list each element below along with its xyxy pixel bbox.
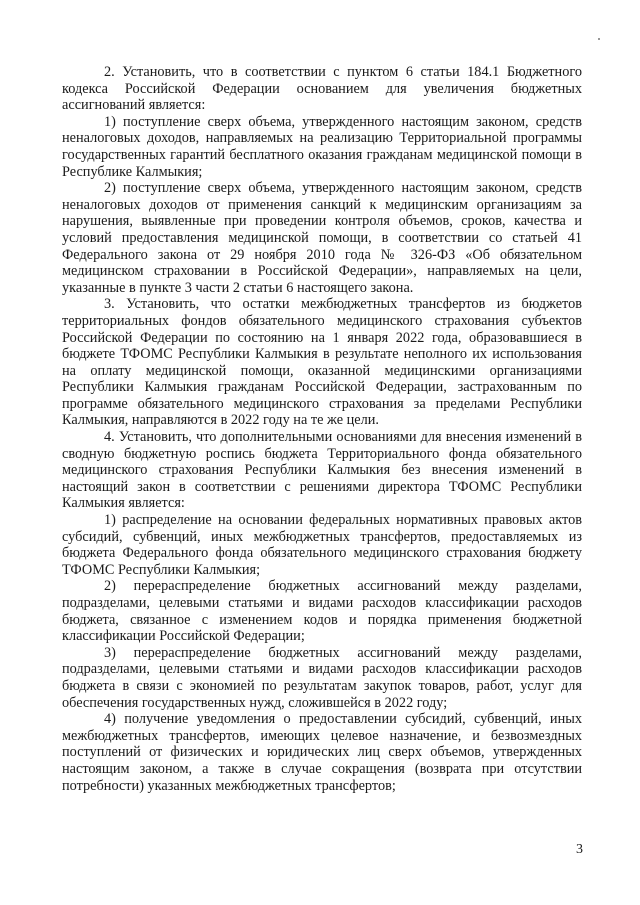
paragraph-4-item-3: 3) перераспределение бюджетных ассигнований между разделами, подразделами, целевыми статьями и видами расходов классификации расходов бюджета в связи с экономией по результатам закупок товаров, работ, услуг для обеспечения государственных нужд, сложившейся в 2022 году; (62, 644, 582, 711)
paragraph-3: 3. Установить, что остатки межбюджетных трансфертов из бюджетов территориальных фондов обязательного медицинского страхования субъектов Российской Федерации по состоянию на 1 января 2022 года, образовавшиеся в бюджете ТФОМС Республики Калмыкия в результате неполного их использования на оплату медицинской помощи, оказанной медицинскими организациями Республики Калмыкия гражданам Российской Федерации, застрахованным по программе обязательного медицинского страхования за пределами Республики Калмыкия, направляются в 2022 году на те же цели. (62, 296, 582, 429)
paragraph-4-item-4: 4) получение уведомления о предоставлении субсидий, субвенций, иных межбюджетных трансфертов, имеющих целевое назначение, и безвозмездных поступлений от физических и юридических лиц сверх объемов, утвержденных настоящим законом, а также в случае сокращения (возврата при отсутствии потребности) указанных межбюджетных трансфертов; (62, 711, 582, 794)
paragraph-2-item-2: 2) поступление сверх объема, утвержденного настоящим законом, средств неналоговых доходов от применения санкций к медицинским организациям за нарушения, выявленные при проведении контроля объемов, сроков, качества и условий предоставления медицинской помощи, в соответствии со статьей 41 Федерального закона от 29 ноября 2010 года № 326-ФЗ «Об обязательном медицинском страховании в Российской Федерации», направляемых на цели, указанные в пункте 3 части 2 статьи 6 настоящего закона. (62, 180, 582, 296)
document-body (62, 64, 582, 794)
paragraph-4-item-1: 1) распределение на основании федеральных нормативных правовых актов субсидий, субвенций, иных межбюджетных трансфертов, предоставляемых из бюджета Федерального фонда обязательного медицинского страхования бюджету ТФОМС Республики Калмыкия; (62, 512, 582, 578)
paragraph-4-item-2: 2) перераспределение бюджетных ассигнований между разделами, подразделами, целевыми статьями и видами расходов классификации расходов бюджета, связанное с изменением кодов и порядка применения бюджетной классификации Российской Федерации; (62, 578, 582, 645)
paragraph-2-item-1: 1) поступление сверх объема, утвержденного настоящим законом, средств неналоговых доходов, направляемых на реализацию Территориальной программы государственных гарантий бесплатного оказания гражданам медицинской помощи в Республике Калмыкия; (62, 113, 582, 180)
paragraph-2: 2. Установить, что в соответствии с пунктом 6 статьи 184.1 Бюджетного кодекса Российской Федерации основанием для увеличения бюджетных ассигнований является: (62, 64, 582, 114)
scan-speck (598, 38, 600, 40)
paragraph-4: 4. Установить, что дополнительными основаниями для внесения изменений в сводную бюджетную роспись бюджета Территориального фонда обязательного медицинского страхования Республики Калмыкия без внесения изменений в настоящий закон в соответствии с решениями директора ТФОМС Республики Калмыкия является: (62, 429, 582, 512)
page-number: 3 (576, 842, 583, 857)
